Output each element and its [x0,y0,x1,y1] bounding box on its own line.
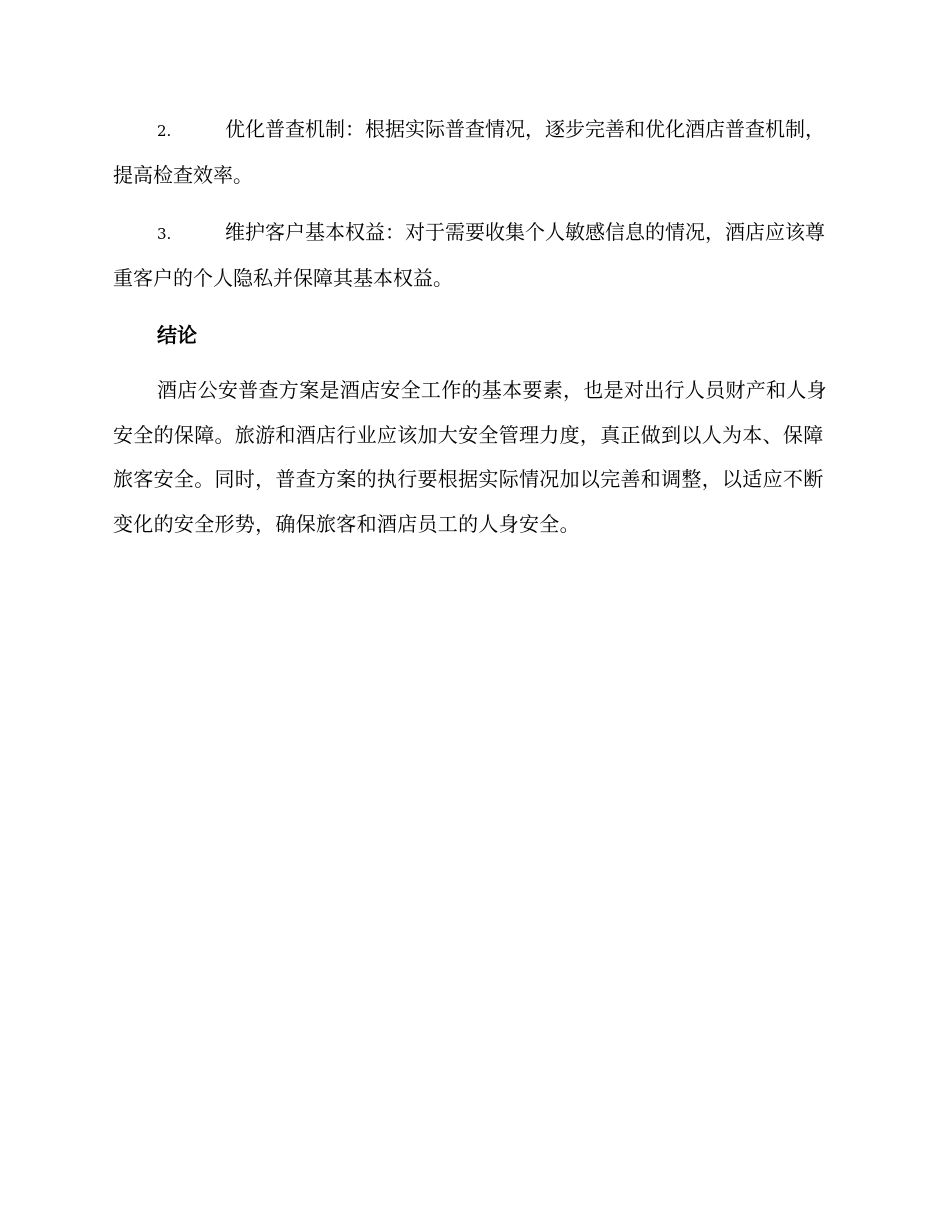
list-item-text: 维护客户基本权益：对于需要收集个人敏感信息的情况，酒店应该尊重客户的个人隐私并保障其基本权益。 [113,220,825,290]
list-item-2 [113,107,833,197]
list-item-3 [113,210,833,300]
list-item-text: 优化普查机制：根据实际普查情况，逐步完善和优化酒店普查机制，提高检查效率。 [113,117,825,187]
list-item-number: 2. [157,122,172,140]
list-item-number: 3. [157,225,172,243]
conclusion-heading: 结论 [157,323,197,347]
conclusion-paragraph: 酒店公安普查方案是酒店安全工作的基本要素，也是对出行人员财产和人身安全的保障。旅游和酒店行业应该加大安全管理力度，真正做到以人为本、保障旅客安全。同时，普查方案的执行要根据实际情况加以完善和调整，以适应不断变化的安全形势，确保旅客和酒店员工的人身安全。 [113,378,827,536]
